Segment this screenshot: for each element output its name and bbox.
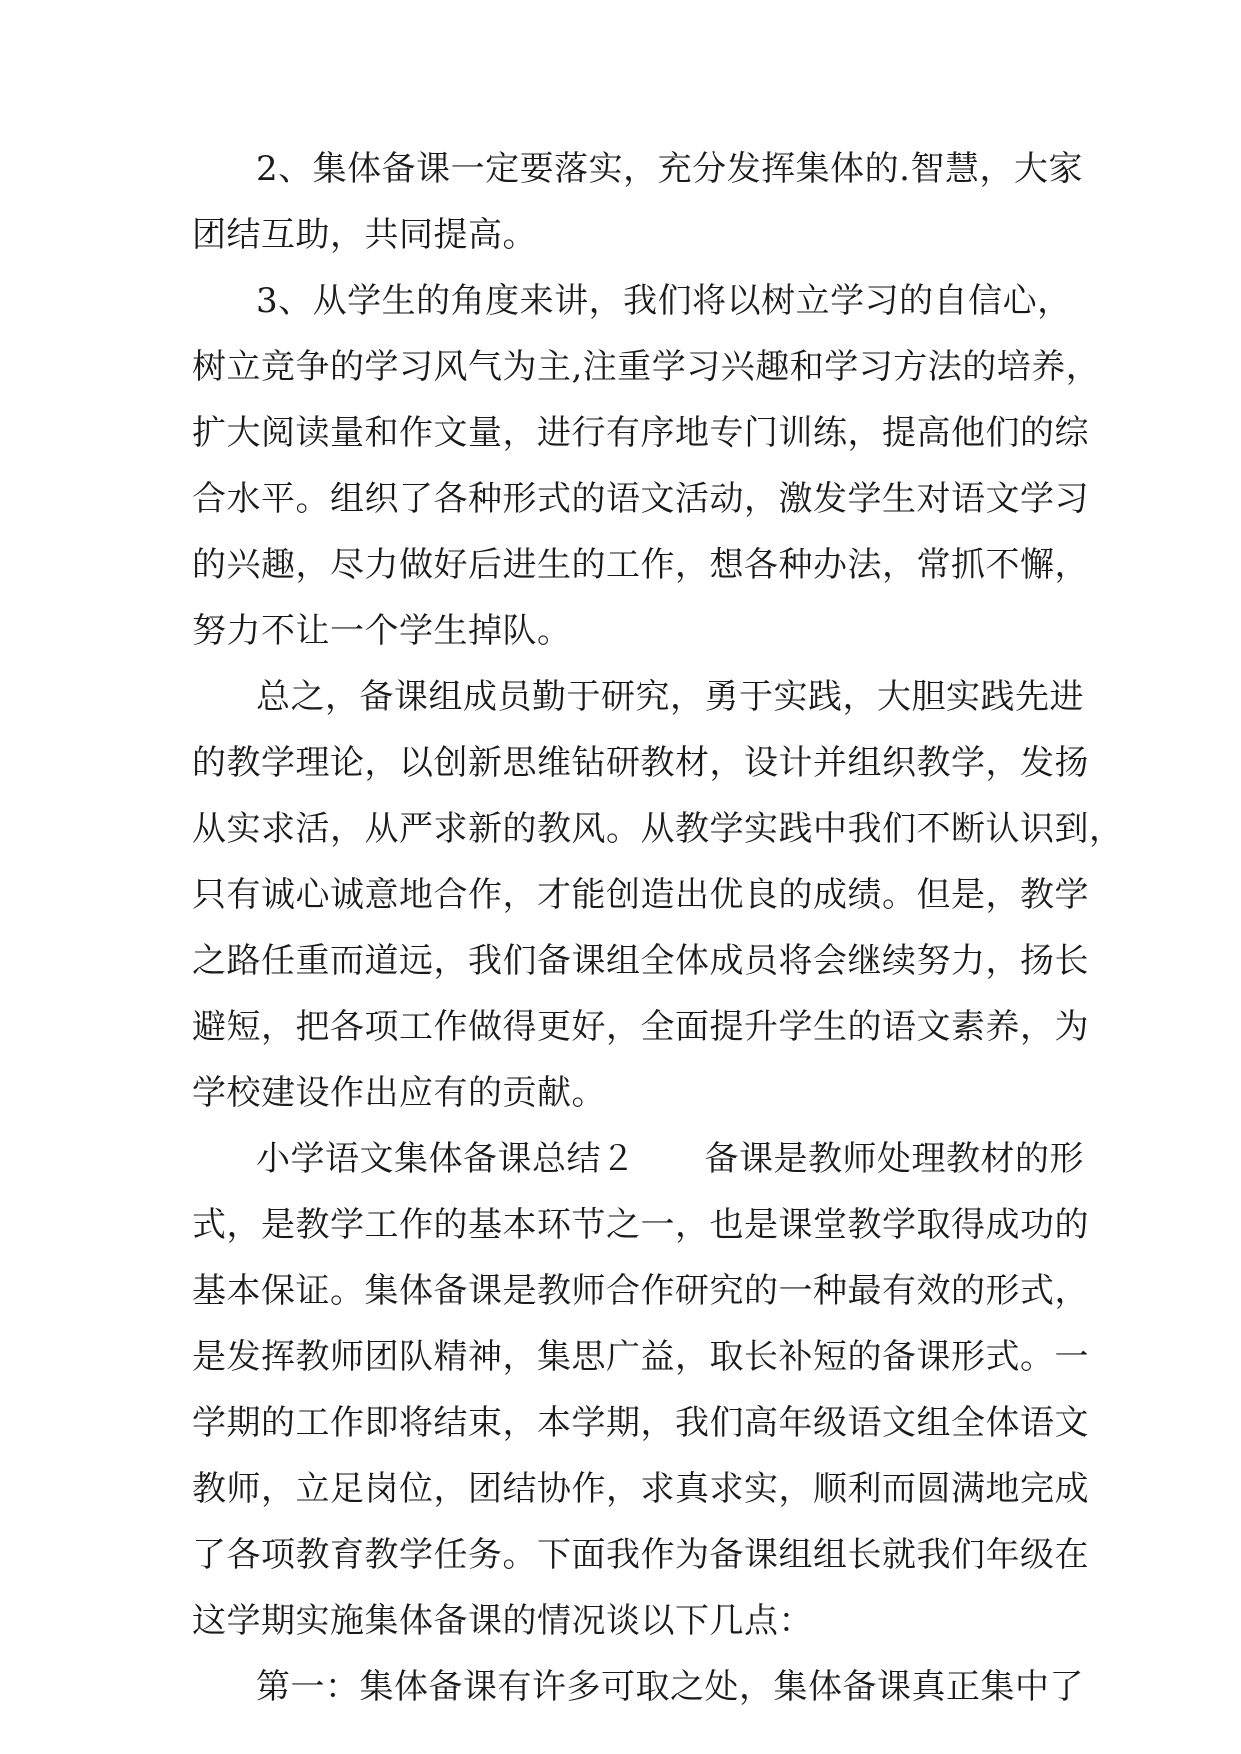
text-line: 是发挥教师团队精神，集思广益，取长补短的备课形式。一 — [192, 1337, 1089, 1377]
text-line: 合水平。组织了各种形式的语文活动，激发学生对语文学习 — [192, 479, 1089, 519]
text-line: 这学期实施集体备课的情况谈以下几点： — [192, 1601, 813, 1641]
text-line: 之路任重而道远，我们备课组全体成员将会继续努力，扬长 — [192, 941, 1089, 981]
text-line: 了各项教育教学任务。下面我作为备课组组长就我们年级在 — [192, 1535, 1089, 1575]
text-line: 小学语文集体备课总结２ 备课是教师处理教材的形 — [256, 1139, 1084, 1179]
text-line: 式，是教学工作的基本环节之一，也是课堂教学取得成功的 — [192, 1205, 1089, 1245]
text-line: 第一：集体备课有许多可取之处，集体备课真正集中了 — [256, 1667, 1084, 1707]
text-line: 从实求活，从严求新的教风。从教学实践中我们不断认识到， — [192, 809, 1124, 849]
text-line: 只有诚心诚意地合作，才能创造出优良的成绩。但是，教学 — [192, 875, 1089, 915]
text-line: 学校建设作出应有的贡献。 — [192, 1073, 606, 1113]
text-line: 避短，把各项工作做得更好，全面提升学生的语文素养，为 — [192, 1007, 1089, 1047]
text-line: 树立竞争的学习风气为主,注重学习兴趣和学习方法的培养， — [192, 347, 1101, 387]
text-line: 学期的工作即将结束，本学期，我们高年级语文组全体语文 — [192, 1403, 1089, 1443]
text-line: 2、集体备课一定要落实，充分发挥集体的.智慧，大家 — [256, 149, 1083, 189]
text-line: 团结互助，共同提高。 — [192, 215, 537, 255]
text-line: 总之，备课组成员勤于研究，勇于实践，大胆实践先进 — [256, 677, 1084, 717]
text-line: 的教学理论，以创新思维钻研教材，设计并组织教学，发扬 — [192, 743, 1089, 783]
text-line: 教师，立足岗位，团结协作，求真求实，顺利而圆满地完成 — [192, 1469, 1089, 1509]
text-line: 扩大阅读量和作文量，进行有序地专门训练，提高他们的综 — [192, 413, 1089, 453]
text-line: 的兴趣，尽力做好后进生的工作，想各种办法，常抓不懈， — [192, 545, 1089, 585]
text-line: 努力不让一个学生掉队。 — [192, 611, 572, 651]
text-line: 3、从学生的角度来讲，我们将以树立学习的自信心， — [256, 281, 1072, 321]
text-line: 基本保证。集体备课是教师合作研究的一种最有效的形式， — [192, 1271, 1089, 1311]
